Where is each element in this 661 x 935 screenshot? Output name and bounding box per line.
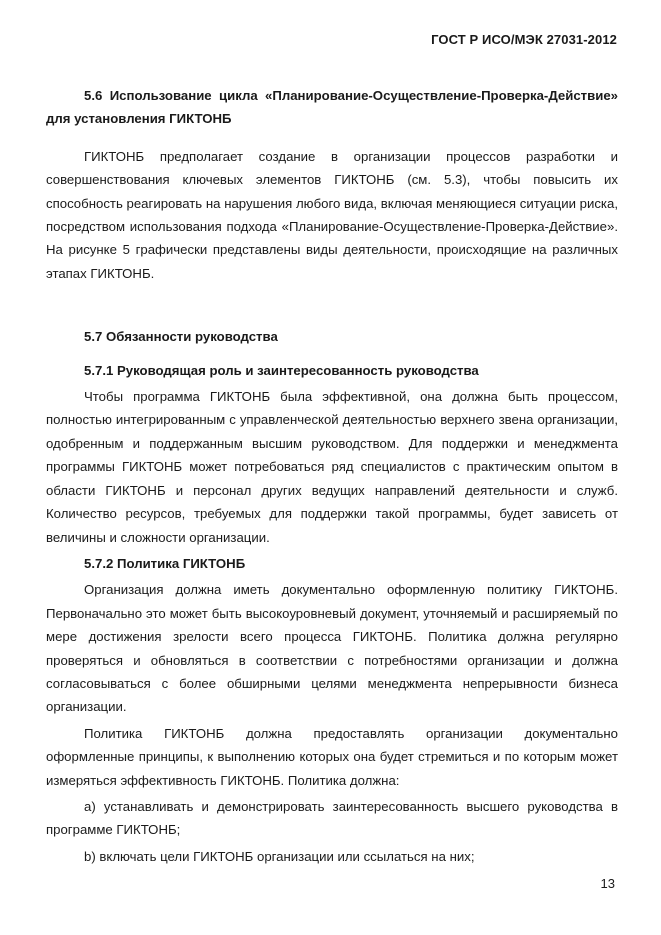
document-standard-id: ГОСТ Р ИСО/МЭК 27031-2012 <box>431 32 617 47</box>
section-5-7-1-heading: 5.7.1 Руководящая роль и заинтересованность руководства <box>84 362 479 378</box>
document-body <box>46 84 618 868</box>
section-5-6-heading: 5.6 Использование цикла «Планирование-Осуществление-Проверка-Действие» для установления ГИКТОНБ <box>46 88 618 127</box>
section-5-7-1-paragraph: Чтобы программа ГИКТОНБ была эффективной, она должна быть процессом, полностью интегрированным с управленческой деятельностью верхнего звена организации, одобренным и поддержанным высшим руководством. Для поддержки и менеджмента программы ГИКТОНБ может потребоваться ряд специалистов с практическим опытом в области ГИКТОНБ и персонал других ведущих направлений деятельности и служб. Количество ресурсов, требуемых для поддержки такой программы, будет зависеть от величины и сложности организации. <box>46 389 618 545</box>
page-number: 13 <box>600 876 615 891</box>
section-5-7-2-paragraph-2: Политика ГИКТОНБ должна предоставлять организации документально оформленные принципы, к выполнению которых она будет стремиться и по которым может измеряться эффективность ГИКТОНБ. Политика должна: <box>46 725 618 788</box>
section-5-6-paragraph: ГИКТОНБ предполагает создание в организации процессов разработки и совершенствования ключевых элементов ГИКТОНБ (см. 5.3), чтобы повысить их способность реагировать на нарушения любого вида, включая меняющиеся ситуации риска, посредством использования подхода «Планирование-Осуществление-Проверка-Действие». На рисунке 5 графически представлены виды деятельности, происходящие на различных этапах ГИКТОНБ. <box>46 148 618 281</box>
section-5-7-2-paragraph-1: Организация должна иметь документально оформленную политику ГИКТОНБ. Первоначально это может быть высокоуровневый документ, уточняемый и расширяемый по мере достижения зрелости всего процесса ГИКТОНБ. Политика должна регулярно проверяться и обновляться в соответствии с потребностями организации и должна согласовываться с более обширными целями менеджмента непрерывности бизнеса организации. <box>46 582 618 715</box>
list-item-b: b) включать цели ГИКТОНБ организации или ссылаться на них; <box>84 848 475 864</box>
list-item-a: а) устанавливать и демонстрировать заинтересованность высшего руководства в программе ГИКТОНБ; <box>46 798 618 838</box>
section-5-7-heading: 5.7 Обязанности руководства <box>84 329 278 345</box>
section-5-7-2-heading: 5.7.2 Политика ГИКТОНБ <box>84 555 246 571</box>
